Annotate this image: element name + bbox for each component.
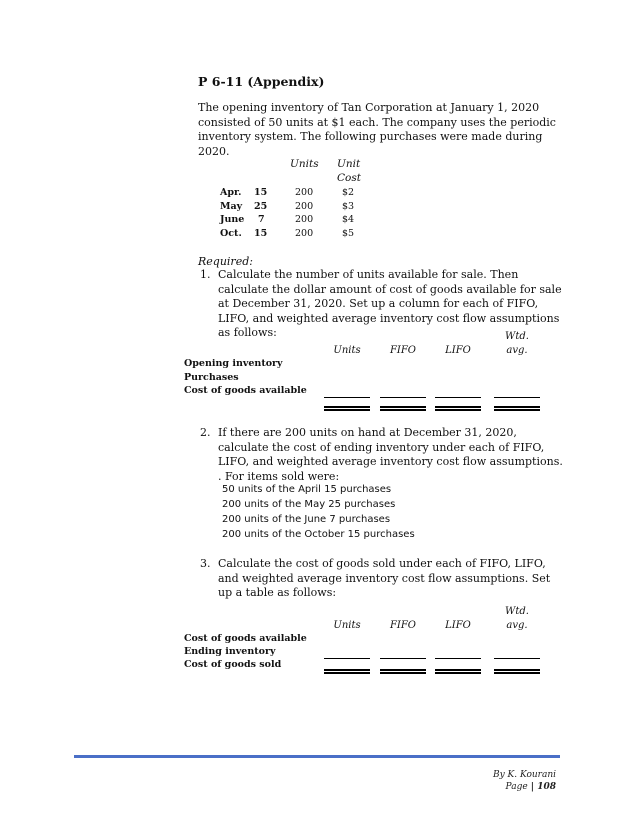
- intro-paragraph: The opening inventory of Tan Corporation at January 1, 2020 consisted of 50 units at $1 each. The company uses the periodic inventory system. The following purchases were made during 2020.: [198, 101, 556, 158]
- footer-page: Page | 108: [505, 782, 556, 792]
- q1-total-double-line: [435, 406, 481, 411]
- purchase-month: June: [220, 214, 245, 225]
- q3-col-wtd: Wtd.: [505, 606, 529, 617]
- purchase-cost: $3: [342, 201, 355, 212]
- q1-subtotal-line: [324, 397, 370, 398]
- footer-page-number: 108: [537, 782, 556, 792]
- q1-col-avg: avg.: [506, 345, 528, 356]
- q1-subtotal-line: [380, 397, 426, 398]
- purchase-day: 15: [254, 228, 268, 239]
- q3-col-fifo: FIFO: [389, 620, 417, 631]
- q1-subtotal-line: [494, 397, 540, 398]
- q2-sold-item: 200 units of the October 15 purchases: [222, 529, 415, 540]
- q3-total-double-line: [324, 669, 370, 674]
- purchase-day: 15: [254, 187, 268, 198]
- q3-row-cost-available: Cost of goods available: [184, 633, 307, 644]
- q3-subtotal-line: [494, 658, 540, 659]
- footer-author: By K. Kourani: [492, 770, 556, 780]
- purchase-units: 200: [295, 201, 314, 212]
- q1-text: Calculate the number of units available for sale. Then calculate the dollar amount of cost of goods available for sale at December 31, 2020. Set up a column for each of FIFO, LIFO, and weighted average inventory cost flow assumptions as follows:: [218, 268, 562, 339]
- q3-col-avg: avg.: [506, 620, 528, 631]
- q1-subtotal-line: [435, 397, 481, 398]
- purchases-unit-header: Unit: [337, 158, 361, 170]
- purchase-cost: $4: [342, 214, 355, 225]
- q3-text: Calculate the cost of goods sold under each of FIFO, LIFO, and weighted average inventory cost flow assumptions. Set up a table as follows:: [218, 557, 551, 599]
- q1-total-double-line: [494, 406, 540, 411]
- purchase-day: 25: [254, 201, 268, 212]
- purchases-units-header: Units: [290, 158, 319, 170]
- q2-number: 2.: [200, 426, 211, 439]
- purchases-cost-header: Cost: [337, 172, 361, 184]
- q2-sold-item: 200 units of the May 25 purchases: [222, 499, 396, 510]
- q3-col-units: Units: [333, 620, 361, 631]
- q1-row-opening: Opening inventory: [184, 358, 283, 369]
- q2-sold-item: 50 units of the April 15 purchases: [222, 484, 392, 495]
- q1-row-cost-available: Cost of goods available: [184, 385, 307, 396]
- q3-subtotal-line: [380, 658, 426, 659]
- q3-total-double-line: [435, 669, 481, 674]
- purchase-units: 200: [295, 228, 314, 239]
- q3-total-double-line: [494, 669, 540, 674]
- purchase-cost: $2: [342, 187, 355, 198]
- purchase-month: Oct.: [220, 228, 242, 239]
- q3-subtotal-line: [435, 658, 481, 659]
- q1-total-double-line: [324, 406, 370, 411]
- q1-col-fifo: FIFO: [389, 345, 417, 356]
- q3-row-ending-inventory: Ending inventory: [184, 646, 276, 657]
- q1-total-double-line: [380, 406, 426, 411]
- q3-row-cogs: Cost of goods sold: [184, 659, 282, 670]
- purchase-units: 200: [295, 214, 314, 225]
- problem-title: P 6-11 (Appendix): [198, 74, 325, 89]
- footer-page-label: Page: [505, 782, 528, 792]
- q3-subtotal-line: [324, 658, 370, 659]
- footer-rule: [74, 755, 560, 758]
- q1-col-lifo: LIFO: [445, 345, 471, 356]
- q3-total-double-line: [380, 669, 426, 674]
- q3-number: 3.: [200, 557, 211, 570]
- q2-text: If there are 200 units on hand at December 31, 2020, calculate the cost of ending inventory under each of FIFO, LIFO, and weighted average inventory cost flow assumptions. . For items sold were:: [218, 426, 563, 483]
- purchase-cost: $5: [342, 228, 355, 239]
- q1-col-wtd: Wtd.: [505, 331, 529, 342]
- q2-sold-item: 200 units of the June 7 purchases: [222, 514, 391, 525]
- q1-row-purchases: Purchases: [184, 372, 239, 383]
- q3-col-lifo: LIFO: [445, 620, 471, 631]
- purchase-day: 7: [258, 214, 265, 225]
- required-heading: Required:: [198, 255, 253, 268]
- purchase-units: 200: [295, 187, 314, 198]
- q1-number: 1.: [200, 268, 211, 281]
- purchase-month: May: [220, 201, 243, 212]
- q1-col-units: Units: [333, 345, 361, 356]
- purchase-month: Apr.: [220, 187, 242, 198]
